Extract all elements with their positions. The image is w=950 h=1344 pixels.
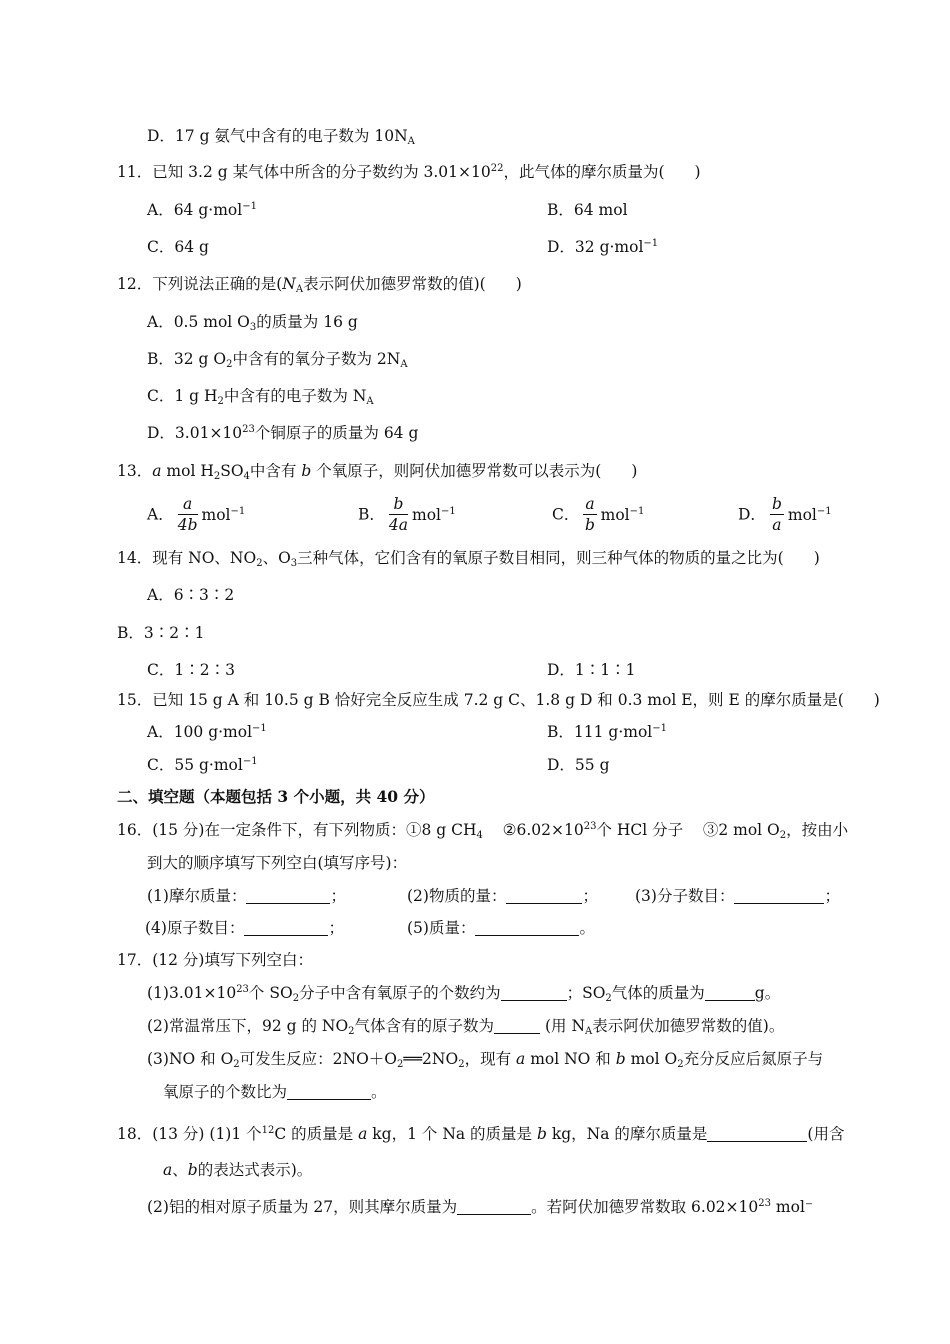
q16-blank-5[interactable]: (5)质量： 。 — [407, 919, 595, 937]
q13-stem: 13．a mol $H_2SO_4$中含有 b 个氧原子，则阿伏加德罗常数可以表示为( ) — [117, 462, 638, 482]
q17-stem: 17．(12 分)填写下列空白： — [117, 951, 313, 969]
q17-part1[interactable]: $(1)3.01\times 10^{23}$个 $SO_2$分子中含有氧原子的个数约为 ；$SO_2$气体的质量为 g。 — [147, 984, 781, 1004]
q18-stem[interactable]: 18．(13 分) (1)1 个$^{12}$C 的质量是 a kg，1 个 Na 的质量是 b kg，Na 的摩尔质量是 (用含 — [117, 1125, 845, 1143]
q11-stem: 11．已知 3.2 g 某气体中所含的分子数约为 $3.01\times 10^{22}$，此气体的摩尔质量为( ) — [117, 163, 701, 181]
q12-stem: 12．下列说法正确的是($N_A$表示阿伏加德罗常数的值)( ) — [117, 275, 522, 295]
q18-part2[interactable]: (2)铝的相对原子质量为 27，则其摩尔质量为 。若阿伏加德罗常数取 $6.02\times 10^{23}$ mol⁻ — [147, 1198, 814, 1216]
q11-option-a[interactable]: A．64 g·mol$^{-1}$ — [147, 201, 257, 219]
q16-stem: 16．(15 分)在一定条件下，有下列物质：①8 g $CH_4$ $②6.02\times 10^{23}$个 HCl 分子 ③2 mol $O_2$，按由小 — [117, 821, 849, 841]
q18-stem-line2: a、b的表达式表示)。 — [163, 1161, 313, 1179]
q14-option-c[interactable]: C．1∶2∶3 — [147, 661, 235, 679]
q15-stem: 15．已知 15 g A 和 10.5 g B 恰好完全反应生成 7.2 g C、1.8 g D 和 0.3 mol E，则 E 的摩尔质量是( ) — [117, 691, 880, 709]
q13-b-fraction: $\frac{b}{4a}$ — [388, 495, 408, 534]
q13-option-d[interactable]: D． $\frac{b}{a}$ mol$^{-1}$ — [738, 495, 832, 534]
q14-option-b[interactable]: B．3∶2∶1 — [117, 624, 205, 642]
q15-option-b[interactable]: B．111 g·mol$^{-1}$ — [547, 723, 667, 741]
q12-option-a[interactable]: A．0.5 mol $O_3$的质量为 16 g — [147, 313, 358, 333]
q16-stem-line2: 到大的顺序填写下列空白(填写序号)： — [147, 854, 408, 872]
q14-option-a[interactable]: A．6∶3∶2 — [147, 586, 235, 604]
q13-d-fraction: $\frac{b}{a}$ — [771, 495, 782, 534]
q16-blank-1[interactable]: (1)摩尔质量： ； — [147, 887, 346, 905]
q12-option-c[interactable]: C．1 g $H_2$中含有的电子数为 $N_A$ — [147, 387, 374, 407]
q11-option-b[interactable]: B．64 mol — [547, 201, 628, 219]
q17-part3: (3)NO 和 $O_2$可发生反应：$2NO+O_2══2NO_2$，现有 a mol NO 和 b mol $O_2$充分反应后氮原子与 — [147, 1050, 824, 1070]
q10-option-d: D．17 g 氨气中含有的电子数为 $10N_A$ — [147, 127, 415, 147]
q12-option-b[interactable]: B．32 g $O_2$中含有的氧分子数为 $2N_A$ — [147, 350, 408, 370]
q16-blank-4[interactable]: (4)原子数目： ； — [145, 919, 344, 937]
q13-option-a[interactable]: A． $\frac{a}{4b}$ mol$^{-1}$ — [147, 495, 246, 534]
q17-part2[interactable]: (2)常温常压下，92 g 的 $NO_2$气体含有的原子数为 (用 $N_A$表示阿伏加德罗常数的值)。 — [147, 1017, 785, 1037]
q15-option-c[interactable]: C．55 g·mol$^{-1}$ — [147, 756, 258, 774]
q14-stem: 14．现有 NO、$NO_2$、$O_3$三种气体，它们含有的氧原子数目相同，则三种气体的物质的量之比为( ) — [117, 549, 820, 569]
q16-blank-2[interactable]: (2)物质的量： ； — [407, 887, 598, 905]
q14-option-d[interactable]: D．1∶1∶1 — [547, 661, 636, 679]
q11-option-d[interactable]: D．32 g·mol$^{-1}$ — [547, 238, 659, 256]
section-heading: 二、填空题（本题包括 3 个小题，共 40 分） — [117, 787, 435, 806]
q15-option-a[interactable]: A．100 g·mol$^{-1}$ — [147, 723, 267, 741]
q17-part3-line2[interactable]: 氧原子的个数比为 。 — [163, 1083, 387, 1101]
q12-option-d[interactable]: D．$3.01\times 10^{23}$个铜原子的质量为 64 g — [147, 424, 419, 442]
q15-option-d[interactable]: D．55 g — [547, 756, 610, 774]
q13-option-b[interactable]: B． $\frac{b}{4a}$ mol$^{-1}$ — [358, 495, 456, 534]
q11-option-c[interactable]: C．64 g — [147, 238, 209, 256]
q16-blank-3[interactable]: (3)分子数目： ； — [635, 887, 840, 905]
q13-option-c[interactable]: C． $\frac{a}{b}$ mol$^{-1}$ — [552, 495, 645, 534]
q13-a-fraction: $\frac{a}{4b}$ — [177, 495, 198, 534]
q13-c-fraction: $\frac{a}{b}$ — [585, 495, 595, 534]
